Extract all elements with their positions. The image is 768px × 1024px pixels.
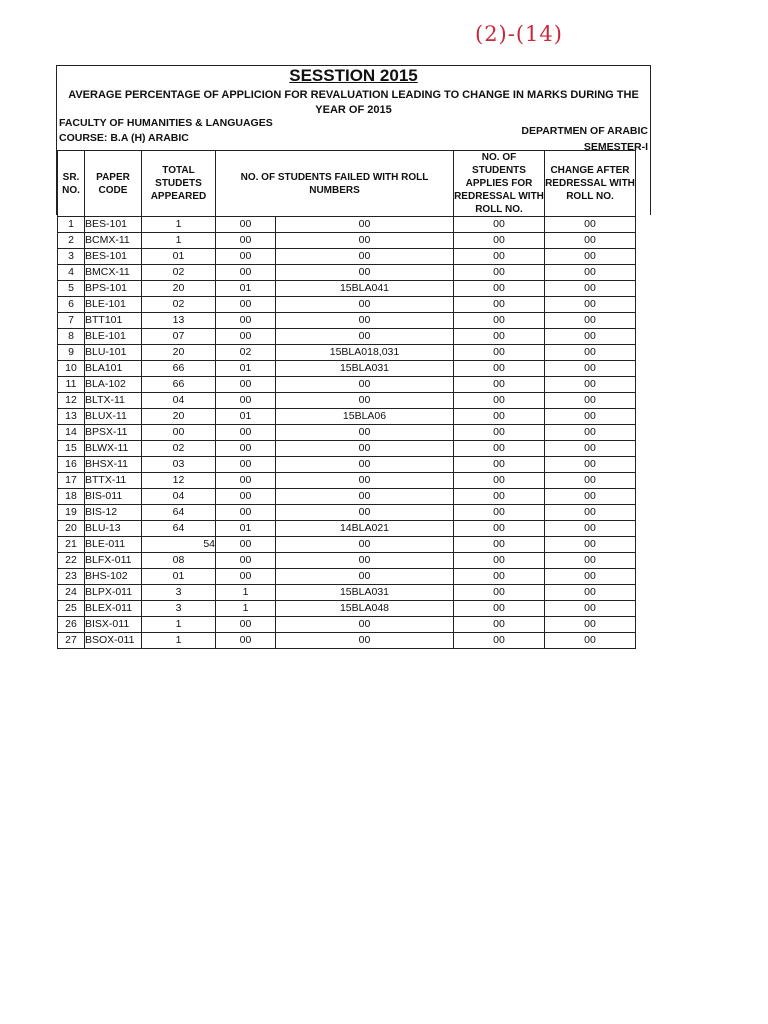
change-after-redressal-cell: 00 [545,249,636,265]
total-students-cell: 20 [142,345,216,361]
table-row [58,473,636,489]
applied-redressal-cell: 00 [454,377,545,393]
sr-cell: 17 [58,473,85,489]
table-row [58,585,636,601]
failed-roll-numbers-cell: 00 [276,297,454,313]
failed-roll-numbers-cell: 00 [276,457,454,473]
change-after-redressal-cell: 00 [545,409,636,425]
table-row [58,505,636,521]
total-students-cell: 1 [142,217,216,233]
paper-code-cell: BHS-102 [85,569,142,585]
change-after-redressal-cell: 00 [545,553,636,569]
total-students-cell: 01 [142,569,216,585]
paper-code-cell: BES-101 [85,249,142,265]
applied-redressal-cell: 00 [454,537,545,553]
paper-code-cell: BTTX-11 [85,473,142,489]
applied-redressal-cell: 00 [454,281,545,297]
table-row [58,521,636,537]
change-after-redressal-cell: 00 [545,361,636,377]
paper-code-cell: BLPX-011 [85,585,142,601]
failed-count-cell: 01 [216,281,276,297]
failed-roll-numbers-cell: 00 [276,441,454,457]
faculty-label: FACULTY OF HUMANITIES & LANGUAGES [59,117,273,129]
total-students-cell: 02 [142,441,216,457]
change-after-redressal-cell: 00 [545,233,636,249]
sr-cell: 21 [58,537,85,553]
table-row [58,377,636,393]
failed-roll-numbers-cell: 00 [276,633,454,649]
sr-cell: 19 [58,505,85,521]
table-row [58,297,636,313]
applied-redressal-cell: 00 [454,297,545,313]
applied-redressal-cell: 00 [454,521,545,537]
total-students-cell: 3 [142,585,216,601]
failed-count-cell: 00 [216,233,276,249]
paper-code-cell: BLA-102 [85,377,142,393]
table-row [58,601,636,617]
change-after-redressal-cell: 00 [545,537,636,553]
failed-roll-numbers-cell: 00 [276,217,454,233]
applied-redressal-cell: 00 [454,569,545,585]
change-after-redressal-cell: 00 [545,425,636,441]
table-row [58,345,636,361]
table-row [58,329,636,345]
paper-code-cell: BISX-011 [85,617,142,633]
failed-count-cell: 1 [216,585,276,601]
course-label: COURSE: B.A (H) ARABIC [59,132,189,144]
total-students-cell: 04 [142,489,216,505]
failed-roll-numbers-cell: 00 [276,473,454,489]
failed-count-cell: 00 [216,313,276,329]
total-students-cell: 12 [142,473,216,489]
sr-cell: 11 [58,377,85,393]
total-students-cell: 03 [142,457,216,473]
paper-code-cell: BLEX-011 [85,601,142,617]
table-row [58,553,636,569]
table-row [58,489,636,505]
table-row [58,233,636,249]
paper-code-cell: BIS-011 [85,489,142,505]
results-table [57,150,636,649]
applied-redressal-cell: 00 [454,553,545,569]
paper-code-cell: BLUX-11 [85,409,142,425]
sr-cell: 5 [58,281,85,297]
failed-count-cell: 00 [216,329,276,345]
total-students-cell: 20 [142,281,216,297]
sr-cell: 27 [58,633,85,649]
paper-code-cell: BMCX-11 [85,265,142,281]
failed-count-cell: 00 [216,457,276,473]
applied-redressal-cell: 00 [454,409,545,425]
table-row [58,617,636,633]
failed-count-cell: 00 [216,217,276,233]
sr-cell: 14 [58,425,85,441]
paper-code-cell: BLWX-11 [85,441,142,457]
paper-code-cell: BES-101 [85,217,142,233]
sr-cell: 8 [58,329,85,345]
sr-cell: 22 [58,553,85,569]
failed-roll-numbers-cell: 00 [276,617,454,633]
total-students-cell: 3 [142,601,216,617]
change-after-redressal-cell: 00 [545,281,636,297]
failed-roll-numbers-cell: 15BLA041 [276,281,454,297]
paper-code-cell: BLE-101 [85,297,142,313]
failed-count-cell: 00 [216,441,276,457]
applied-redressal-cell: 00 [454,617,545,633]
failed-roll-numbers-cell: 00 [276,329,454,345]
change-after-redressal-cell: 00 [545,473,636,489]
total-students-cell: 66 [142,377,216,393]
paper-code-cell: BPS-101 [85,281,142,297]
failed-roll-numbers-cell: 15BLA031 [276,361,454,377]
change-after-redressal-cell: 00 [545,457,636,473]
applied-redressal-cell: 00 [454,505,545,521]
total-students-cell: 13 [142,313,216,329]
failed-count-cell: 00 [216,425,276,441]
failed-count-cell: 01 [216,361,276,377]
failed-count-cell: 1 [216,601,276,617]
change-after-redressal-cell: 00 [545,297,636,313]
sr-cell: 16 [58,457,85,473]
col-failed-header: NO. OF STUDENTS FAILED WITH ROLL NUMBERS [216,151,454,217]
total-students-cell: 64 [142,521,216,537]
col-paper-code-header: PAPER CODE [85,151,142,217]
failed-count-cell: 00 [216,249,276,265]
sr-cell: 24 [58,585,85,601]
sr-cell: 23 [58,569,85,585]
applied-redressal-cell: 00 [454,361,545,377]
change-after-redressal-cell: 00 [545,393,636,409]
col-change-header: CHANGE AFTER REDRESSAL WITH ROLL NO. [545,151,636,217]
failed-roll-numbers-cell: 00 [276,553,454,569]
failed-roll-numbers-cell: 00 [276,377,454,393]
failed-count-cell: 00 [216,505,276,521]
table-body [58,217,636,649]
col-total-header: TOTAL STUDETS APPEARED [142,151,216,217]
failed-roll-numbers-cell: 00 [276,313,454,329]
failed-roll-numbers-cell: 15BLA018,031 [276,345,454,361]
failed-roll-numbers-cell: 15BLA048 [276,601,454,617]
applied-redressal-cell: 00 [454,393,545,409]
table-row [58,361,636,377]
applied-redressal-cell: 00 [454,457,545,473]
change-after-redressal-cell: 00 [545,601,636,617]
applied-redressal-cell: 00 [454,249,545,265]
table-row [58,313,636,329]
change-after-redressal-cell: 00 [545,505,636,521]
table-row [58,265,636,281]
failed-roll-numbers-cell: 00 [276,489,454,505]
table-row [58,409,636,425]
sr-cell: 10 [58,361,85,377]
table-row [58,425,636,441]
document-title: SESSTION 2015 [289,66,418,85]
change-after-redressal-cell: 00 [545,345,636,361]
sr-cell: 15 [58,441,85,457]
change-after-redressal-cell: 00 [545,569,636,585]
failed-roll-numbers-cell: 00 [276,537,454,553]
applied-redressal-cell: 00 [454,329,545,345]
table-row [58,249,636,265]
failed-count-cell: 02 [216,345,276,361]
change-after-redressal-cell: 00 [545,265,636,281]
failed-roll-numbers-cell: 00 [276,505,454,521]
sr-cell: 25 [58,601,85,617]
applied-redressal-cell: 00 [454,425,545,441]
failed-count-cell: 00 [216,393,276,409]
table-row [58,537,636,553]
total-students-cell: 54 [142,537,216,553]
change-after-redressal-cell: 00 [545,377,636,393]
table-row [58,569,636,585]
applied-redressal-cell: 00 [454,217,545,233]
change-after-redressal-cell: 00 [545,617,636,633]
total-students-cell: 07 [142,329,216,345]
paper-code-cell: BLU-101 [85,345,142,361]
total-students-cell: 08 [142,553,216,569]
change-after-redressal-cell: 00 [545,217,636,233]
paper-code-cell: BLU-13 [85,521,142,537]
failed-count-cell: 00 [216,617,276,633]
applied-redressal-cell: 00 [454,233,545,249]
sr-cell: 26 [58,617,85,633]
paper-code-cell: BCMX-11 [85,233,142,249]
failed-roll-numbers-cell: 14BLA021 [276,521,454,537]
failed-roll-numbers-cell: 15BLA06 [276,409,454,425]
sr-cell: 7 [58,313,85,329]
sr-cell: 12 [58,393,85,409]
total-students-cell: 00 [142,425,216,441]
paper-code-cell: BTT101 [85,313,142,329]
applied-redressal-cell: 00 [454,441,545,457]
document-subtitle: AVERAGE PERCENTAGE OF APPLICION FOR REVALUATION LEADING TO CHANGE IN MARKS DURING THE YEAR OF 2015 [68,89,639,116]
department-label: DEPARTMEN OF ARABIC [521,125,648,137]
failed-roll-numbers-cell: 00 [276,569,454,585]
total-students-cell: 64 [142,505,216,521]
table-row [58,281,636,297]
sr-cell: 3 [58,249,85,265]
paper-code-cell: BLA101 [85,361,142,377]
failed-count-cell: 00 [216,297,276,313]
sr-cell: 9 [58,345,85,361]
failed-count-cell: 00 [216,633,276,649]
table-header-row [58,151,636,217]
failed-count-cell: 01 [216,521,276,537]
failed-roll-numbers-cell: 00 [276,265,454,281]
sr-cell: 20 [58,521,85,537]
change-after-redressal-cell: 00 [545,441,636,457]
paper-code-cell: BPSX-11 [85,425,142,441]
applied-redressal-cell: 00 [454,601,545,617]
sr-cell: 1 [58,217,85,233]
failed-count-cell: 00 [216,473,276,489]
table-row [58,217,636,233]
sr-cell: 2 [58,233,85,249]
col-sr-header: SR. NO. [58,151,85,217]
paper-code-cell: BLE-011 [85,537,142,553]
total-students-cell: 20 [142,409,216,425]
sr-cell: 4 [58,265,85,281]
failed-count-cell: 00 [216,553,276,569]
col-applied-header: NO. OF STUDENTS APPLIES FOR REDRESSAL WITH ROLL NO. [454,152,544,215]
change-after-redressal-cell: 00 [545,585,636,601]
failed-roll-numbers-cell: 00 [276,249,454,265]
failed-roll-numbers-cell: 00 [276,425,454,441]
semester-label: SEMESTER-I [583,141,648,153]
sr-cell: 6 [58,297,85,313]
change-after-redressal-cell: 00 [545,489,636,505]
applied-redressal-cell: 00 [454,633,545,649]
table-row [58,441,636,457]
change-after-redressal-cell: 00 [545,521,636,537]
sr-cell: 13 [58,409,85,425]
failed-count-cell: 00 [216,537,276,553]
applied-redressal-cell: 00 [454,345,545,361]
total-students-cell: 02 [142,297,216,313]
total-students-cell: 66 [142,361,216,377]
failed-count-cell: 00 [216,265,276,281]
failed-count-cell: 00 [216,569,276,585]
total-students-cell: 1 [142,617,216,633]
failed-count-cell: 00 [216,489,276,505]
paper-code-cell: BSOX-011 [85,633,142,649]
failed-count-cell: 01 [216,409,276,425]
paper-code-cell: BLTX-11 [85,393,142,409]
total-students-cell: 1 [142,233,216,249]
total-students-cell: 02 [142,265,216,281]
total-students-cell: 04 [142,393,216,409]
applied-redressal-cell: 00 [454,265,545,281]
failed-roll-numbers-cell: 00 [276,233,454,249]
failed-count-cell: 00 [216,377,276,393]
table-row [58,393,636,409]
paper-code-cell: BLE-101 [85,329,142,345]
applied-redressal-cell: 00 [454,473,545,489]
paper-code-cell: BIS-12 [85,505,142,521]
failed-roll-numbers-cell: 00 [276,393,454,409]
sr-cell: 18 [58,489,85,505]
total-students-cell: 01 [142,249,216,265]
paper-code-cell: BLFX-011 [85,553,142,569]
total-students-cell: 1 [142,633,216,649]
table-row [58,457,636,473]
change-after-redressal-cell: 00 [545,329,636,345]
table-row [58,633,636,649]
failed-roll-numbers-cell: 15BLA031 [276,585,454,601]
applied-redressal-cell: 00 [454,489,545,505]
applied-redressal-cell: 00 [454,313,545,329]
paper-code-cell: BHSX-11 [85,457,142,473]
change-after-redressal-cell: 00 [545,313,636,329]
applied-redressal-cell: 00 [454,585,545,601]
handwritten-page-note: (2)-(14) [475,22,563,46]
change-after-redressal-cell: 00 [545,633,636,649]
